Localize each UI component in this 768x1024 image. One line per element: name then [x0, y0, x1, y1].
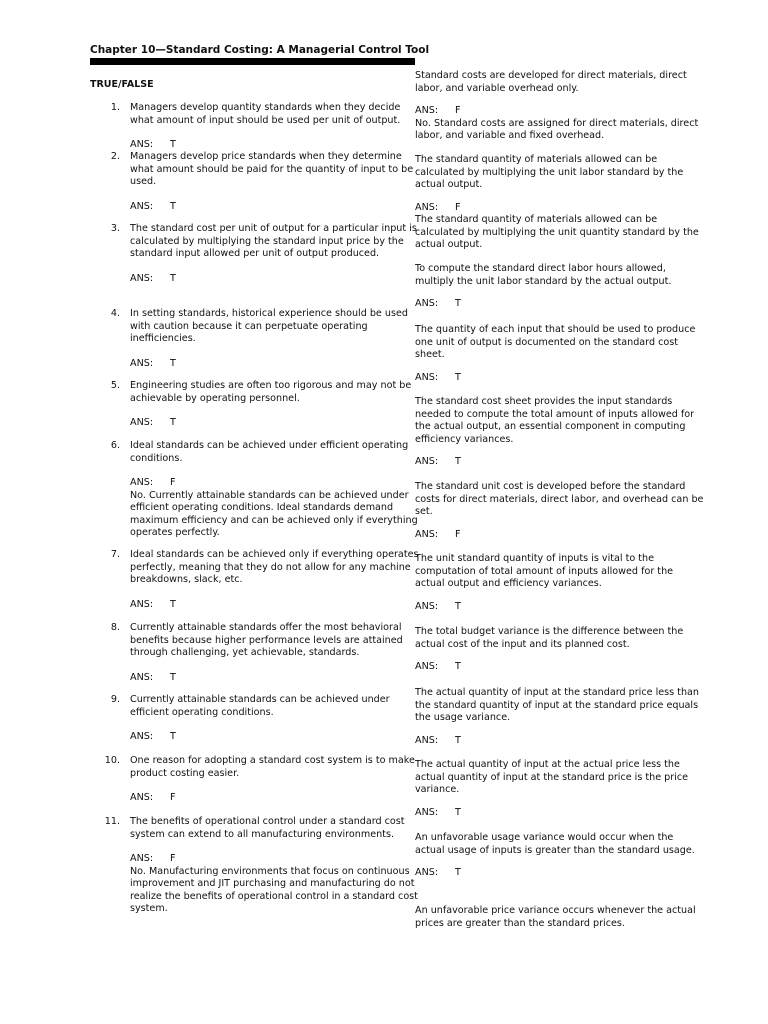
question-number: 10. — [104, 755, 120, 766]
title-rule — [90, 58, 415, 65]
answer-value: T — [170, 598, 176, 610]
section-heading: TRUE/FALSE — [90, 79, 154, 90]
question-text: Ideal standards can be achieved under efficient operating conditions. — [130, 440, 409, 464]
answer-value: F — [455, 105, 461, 116]
answer-value: F — [170, 477, 176, 488]
answer-explanation: No. Standard costs are assigned for direct materials, direct labor, and variable and fixed overhead. — [415, 117, 699, 141]
answer-value: T — [170, 671, 176, 683]
question-7 — [110, 549, 420, 611]
right-item-12 — [415, 905, 705, 930]
answer: ANS: T — [130, 272, 176, 284]
answer-value: T — [170, 357, 176, 369]
question-11 — [104, 816, 420, 916]
answer-value: F — [455, 528, 461, 540]
answer: ANS: T — [415, 600, 461, 612]
question-text: The standard unit cost is developed before the standard costs for direct materials, direct labor, and overhead can be set. — [415, 481, 704, 517]
question-text: Managers develop quantity standards when they decide what amount of input should be used per unit of output. — [130, 102, 401, 126]
question-text: The total budget variance is the difference between the actual cost of the input and its planned cost. — [415, 626, 684, 650]
question-text: Currently attainable standards can be achieved under efficient operating conditions. — [130, 694, 390, 718]
question-text: The unit standard quantity of inputs is vital to the computation of total amount of inputs allowed for the actual output and efficiency variances. — [415, 553, 674, 589]
right-item-7 — [415, 553, 705, 613]
question-text: Managers develop price standards when they determine what amount should be paid for the quantity of input to be used. — [130, 151, 414, 187]
question-text: Engineering studies are often too rigorous and may not be achievable by operating personnel. — [130, 380, 412, 404]
answer: ANS: T — [130, 200, 176, 212]
question-8 — [110, 622, 420, 684]
question-text: Ideal standards can be achieved only if everything operates perfectly, meaning that they do not allow for any machine breakdowns, slack, etc. — [130, 549, 419, 585]
answer: ANS: T — [415, 456, 461, 467]
question-text: An unfavorable price variance occurs whenever the actual prices are greater than the standard prices. — [415, 905, 696, 929]
question-text: The actual quantity of input at the standard price less than the standard quantity of input at the standard price equals the usage variance. — [415, 687, 699, 723]
question-text: One reason for adopting a standard cost system is to make product costing easier. — [130, 755, 415, 779]
answer: ANS: T — [415, 661, 461, 672]
answer: ANS: T — [130, 139, 176, 150]
chapter-title: Chapter 10—Standard Costing: A Managerial Control Tool — [90, 44, 430, 56]
answer: ANS: T — [415, 371, 461, 383]
question-number: 3. — [110, 223, 120, 234]
answer-explanation: No. Currently attainable standards can be achieved under efficient operating conditions. Ideal standards demand maximum efficiency and can be achieved only if everything operates perfectly. — [130, 489, 418, 538]
question-10 — [104, 755, 420, 805]
question-text: The quantity of each input that should be used to produce one unit of output is documented on the standard cost sheet. — [415, 324, 696, 360]
answer-value: F — [455, 201, 461, 213]
answer-value: T — [455, 806, 461, 818]
answer: ANS: T — [415, 298, 461, 309]
answer-value: T — [455, 867, 461, 878]
question-5 — [110, 380, 420, 430]
answer: ANS: F — [130, 792, 176, 803]
question-number: 8. — [110, 622, 120, 633]
right-item-8 — [415, 626, 705, 674]
question-6 — [110, 440, 420, 540]
answer-value: T — [455, 661, 461, 672]
answer-value: T — [170, 731, 176, 742]
question-text: An unfavorable usage variance would occur when the actual usage of inputs is greater than the standard usage. — [415, 832, 695, 856]
answer-value: T — [455, 371, 461, 383]
question-text: In setting standards, historical experience should be used with caution because it can perpetuate operating inefficiencies. — [130, 308, 408, 344]
question-number: 9. — [110, 694, 120, 705]
answer: ANS: F — [415, 201, 461, 213]
answer-explanation: The standard quantity of materials allowed can be calculated by multiplying the unit quantity standard by the actual output. — [415, 214, 699, 250]
question-text: The standard quantity of materials allowed can be calculated by multiplying the unit labor standard by the actual output. — [415, 154, 684, 190]
answer-value: T — [170, 200, 176, 212]
answer: ANS: F — [415, 105, 461, 116]
answer: ANS: T — [415, 806, 461, 818]
question-number: 2. — [110, 151, 120, 162]
question-text: To compute the standard direct labor hours allowed, multiply the unit labor standard by the actual output. — [415, 263, 672, 287]
right-item-9 — [415, 687, 705, 747]
right-item-4 — [415, 324, 705, 384]
answer: ANS: T — [130, 598, 176, 610]
answer-value: T — [455, 600, 461, 612]
right-item-3 — [415, 263, 705, 311]
question-number: 7. — [110, 549, 120, 560]
question-text: The standard cost per unit of output for a particular input is calculated by multiplying the standard input price by the standard input allowed per unit of output produced. — [130, 223, 417, 259]
answer: ANS: T — [415, 867, 461, 878]
question-3 — [110, 223, 420, 285]
answer: ANS: T — [130, 671, 176, 683]
question-number: 4. — [110, 308, 120, 319]
question-text: Currently attainable standards offer the most behavioral benefits because higher performance levels are attained through challenging, yet achievable, standards. — [130, 622, 403, 658]
right-item-10 — [415, 759, 705, 819]
answer-explanation: No. Manufacturing environments that focus on continuous improvement and JIT purchasing and manufacturing do not realize the benefits of operational control in a standard cost system. — [130, 865, 418, 914]
answer: ANS: T — [130, 731, 176, 742]
answer-value: T — [170, 139, 176, 150]
right-item-11 — [415, 832, 705, 880]
question-number: 5. — [110, 380, 120, 391]
answer: ANS: T — [415, 734, 461, 746]
answer-value: T — [455, 734, 461, 746]
right-item-5 — [415, 396, 705, 469]
question-number: 1. — [110, 102, 120, 113]
answer-value: T — [455, 456, 461, 467]
right-item-2 — [415, 154, 705, 252]
answer: ANS: F — [130, 477, 176, 488]
answer: ANS: T — [130, 357, 176, 369]
right-item-1 — [415, 70, 705, 143]
question-9 — [110, 694, 420, 744]
answer: ANS: F — [130, 853, 176, 864]
answer: ANS: T — [130, 417, 176, 428]
answer-value: T — [455, 298, 461, 309]
answer: ANS: F — [415, 528, 461, 540]
question-text: The actual quantity of input at the actual price less the actual quantity of input at the standard price is the price variance. — [415, 759, 689, 795]
question-number: 11. — [104, 816, 120, 827]
question-1 — [110, 102, 420, 152]
right-item-6 — [415, 481, 705, 541]
question-number: 6. — [110, 440, 120, 451]
question-text: Standard costs are developed for direct materials, direct labor, and variable overhead only. — [415, 70, 687, 94]
answer-value: T — [170, 417, 176, 428]
question-text: The standard cost sheet provides the input standards needed to compute the total amount of inputs allowed for the actual output, an essential component in computing efficiency variances. — [415, 396, 695, 445]
answer-value: T — [170, 272, 176, 284]
question-text: The benefits of operational control under a standard cost system can extend to all manufacturing environments. — [130, 816, 405, 840]
answer-value: F — [170, 792, 176, 803]
question-4 — [110, 308, 420, 370]
answer-value: F — [170, 853, 176, 864]
question-2 — [110, 151, 420, 213]
